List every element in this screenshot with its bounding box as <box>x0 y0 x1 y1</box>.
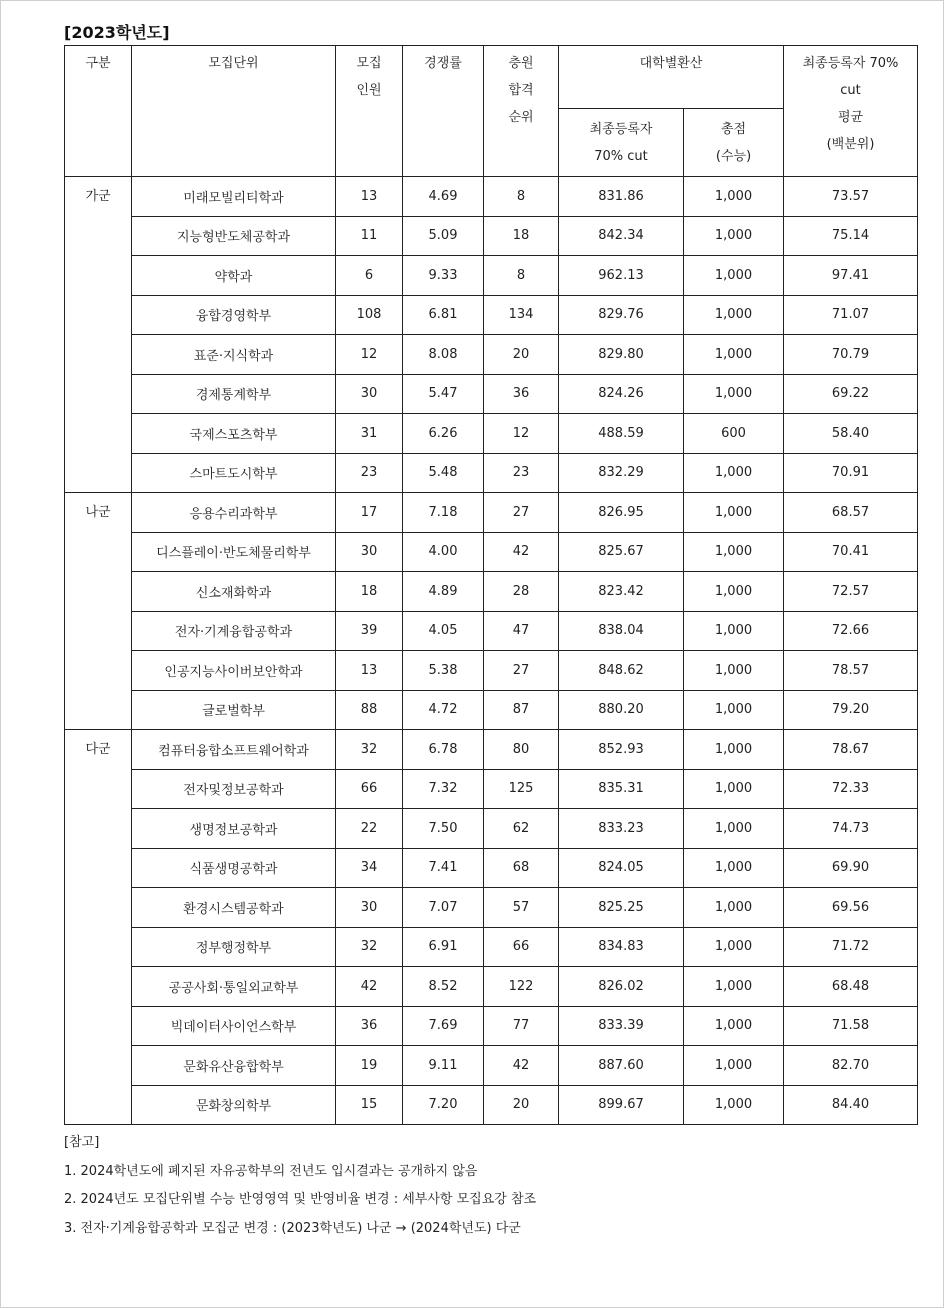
table-row <box>65 967 918 1007</box>
percentile-cell: 73.57 <box>784 177 918 217</box>
quota-cell: 31 <box>336 414 403 454</box>
total-cell: 1,000 <box>684 1046 784 1086</box>
quota-cell: 39 <box>336 611 403 651</box>
quota-cell: 66 <box>336 769 403 809</box>
percentile-cell: 70.79 <box>784 335 918 375</box>
total-cell: 1,000 <box>684 453 784 493</box>
ratio-cell: 4.00 <box>403 532 484 572</box>
quota-cell: 23 <box>336 453 403 493</box>
cut70-cell: 826.02 <box>559 967 684 1007</box>
cut70-cell: 833.23 <box>559 809 684 849</box>
cut70-cell: 832.29 <box>559 453 684 493</box>
cut70-cell: 824.05 <box>559 848 684 888</box>
total-cell: 1,000 <box>684 572 784 612</box>
table-row <box>65 177 918 217</box>
table-row <box>65 848 918 888</box>
cut70-cell: 824.26 <box>559 374 684 414</box>
quota-cell: 34 <box>336 848 403 888</box>
percentile-cell: 78.67 <box>784 730 918 770</box>
quota-cell: 11 <box>336 216 403 256</box>
percentile-cell: 71.72 <box>784 927 918 967</box>
rank-cell: 66 <box>484 927 559 967</box>
percentile-cell: 69.22 <box>784 374 918 414</box>
header-quota: 모집 인원 <box>336 46 403 177</box>
total-cell: 1,000 <box>684 809 784 849</box>
cut70-cell: 488.59 <box>559 414 684 454</box>
unit-cell: 국제스포츠학부 <box>132 414 336 454</box>
ratio-cell: 4.69 <box>403 177 484 217</box>
rank-cell: 8 <box>484 256 559 296</box>
unit-cell: 응용수리과학부 <box>132 493 336 533</box>
quota-cell: 30 <box>336 374 403 414</box>
unit-cell: 약학과 <box>132 256 336 296</box>
quota-cell: 13 <box>336 177 403 217</box>
ratio-cell: 9.33 <box>403 256 484 296</box>
percentile-cell: 70.91 <box>784 453 918 493</box>
ratio-cell: 7.18 <box>403 493 484 533</box>
ratio-cell: 7.20 <box>403 1085 484 1125</box>
quota-cell: 19 <box>336 1046 403 1086</box>
total-cell: 1,000 <box>684 769 784 809</box>
percentile-cell: 71.07 <box>784 295 918 335</box>
header-ratio: 경쟁률 <box>403 46 484 177</box>
rank-cell: 42 <box>484 532 559 572</box>
total-cell: 1,000 <box>684 335 784 375</box>
rank-cell: 134 <box>484 295 559 335</box>
percentile-cell: 58.40 <box>784 414 918 454</box>
percentile-cell: 79.20 <box>784 690 918 730</box>
unit-cell: 전자및정보공학과 <box>132 769 336 809</box>
rank-cell: 57 <box>484 888 559 928</box>
cut70-cell: 962.13 <box>559 256 684 296</box>
cut70-cell: 880.20 <box>559 690 684 730</box>
total-cell: 1,000 <box>684 927 784 967</box>
rank-cell: 122 <box>484 967 559 1007</box>
unit-cell: 전자·기계융합공학과 <box>132 611 336 651</box>
unit-cell: 빅데이터사이언스학부 <box>132 1006 336 1046</box>
percentile-cell: 70.41 <box>784 532 918 572</box>
unit-cell: 신소재화학과 <box>132 572 336 612</box>
unit-cell: 지능형반도체공학과 <box>132 216 336 256</box>
ratio-cell: 7.50 <box>403 809 484 849</box>
cut70-cell: 825.25 <box>559 888 684 928</box>
rank-cell: 23 <box>484 453 559 493</box>
notes <box>64 1129 536 1243</box>
percentile-cell: 68.57 <box>784 493 918 533</box>
quota-cell: 22 <box>336 809 403 849</box>
ratio-cell: 4.89 <box>403 572 484 612</box>
total-cell: 1,000 <box>684 848 784 888</box>
table-row <box>65 651 918 691</box>
ratio-cell: 8.08 <box>403 335 484 375</box>
rank-cell: 42 <box>484 1046 559 1086</box>
table-row <box>65 1085 918 1125</box>
table-row <box>65 374 918 414</box>
cut70-cell: 829.76 <box>559 295 684 335</box>
percentile-cell: 69.56 <box>784 888 918 928</box>
rank-cell: 47 <box>484 611 559 651</box>
ratio-cell: 6.81 <box>403 295 484 335</box>
unit-cell: 융합경영학부 <box>132 295 336 335</box>
admission-results-table <box>64 45 918 1125</box>
header-percentile: 최종등록자 70% cut 평균 (백분위) <box>784 46 918 177</box>
notes-heading: [참고] <box>64 1135 100 1150</box>
percentile-cell: 97.41 <box>784 256 918 296</box>
unit-cell: 식품생명공학과 <box>132 848 336 888</box>
unit-cell: 문화창의학부 <box>132 1085 336 1125</box>
group-cell: 다군 <box>65 730 132 1125</box>
unit-cell: 환경시스템공학과 <box>132 888 336 928</box>
table-row <box>65 1046 918 1086</box>
total-cell: 1,000 <box>684 374 784 414</box>
rank-cell: 68 <box>484 848 559 888</box>
unit-cell: 문화유산융합학부 <box>132 1046 336 1086</box>
total-cell: 1,000 <box>684 888 784 928</box>
percentile-cell: 74.73 <box>784 809 918 849</box>
percentile-cell: 72.66 <box>784 611 918 651</box>
ratio-cell: 5.48 <box>403 453 484 493</box>
cut70-cell: 826.95 <box>559 493 684 533</box>
rank-cell: 77 <box>484 1006 559 1046</box>
unit-cell: 미래모빌리티학과 <box>132 177 336 217</box>
total-cell: 1,000 <box>684 493 784 533</box>
percentile-cell: 82.70 <box>784 1046 918 1086</box>
page-title: [2023학년도] <box>64 23 170 42</box>
rank-cell: 125 <box>484 769 559 809</box>
rank-cell: 62 <box>484 809 559 849</box>
total-cell: 600 <box>684 414 784 454</box>
cut70-cell: 835.31 <box>559 769 684 809</box>
table-row <box>65 572 918 612</box>
ratio-cell: 5.38 <box>403 651 484 691</box>
ratio-cell: 5.47 <box>403 374 484 414</box>
ratio-cell: 7.41 <box>403 848 484 888</box>
total-cell: 1,000 <box>684 611 784 651</box>
table-row <box>65 730 918 770</box>
unit-cell: 스마트도시학부 <box>132 453 336 493</box>
table-row <box>65 611 918 651</box>
rank-cell: 87 <box>484 690 559 730</box>
rank-cell: 80 <box>484 730 559 770</box>
cut70-cell: 838.04 <box>559 611 684 651</box>
total-cell: 1,000 <box>684 1006 784 1046</box>
cut70-cell: 831.86 <box>559 177 684 217</box>
unit-cell: 인공지능사이버보안학과 <box>132 651 336 691</box>
ratio-cell: 5.09 <box>403 216 484 256</box>
header-group: 구분 <box>65 46 132 177</box>
cut70-cell: 842.34 <box>559 216 684 256</box>
quota-cell: 108 <box>336 295 403 335</box>
header-cut70: 최종등록자 70% cut <box>559 109 684 177</box>
note-item: 1. 2024학년도에 폐지된 자유공학부의 전년도 입시결과는 공개하지 않음 <box>64 1163 478 1179</box>
total-cell: 1,000 <box>684 256 784 296</box>
quota-cell: 36 <box>336 1006 403 1046</box>
header-conversion: 대학별환산 <box>559 46 784 109</box>
ratio-cell: 6.91 <box>403 927 484 967</box>
quota-cell: 12 <box>336 335 403 375</box>
cut70-cell: 825.67 <box>559 532 684 572</box>
total-cell: 1,000 <box>684 177 784 217</box>
total-cell: 1,000 <box>684 651 784 691</box>
ratio-cell: 8.52 <box>403 967 484 1007</box>
header-unit: 모집단위 <box>132 46 336 177</box>
ratio-cell: 4.05 <box>403 611 484 651</box>
unit-cell: 컴퓨터융합소프트웨어학과 <box>132 730 336 770</box>
header-total: 총점 (수능) <box>684 109 784 177</box>
cut70-cell: 829.80 <box>559 335 684 375</box>
rank-cell: 12 <box>484 414 559 454</box>
cut70-cell: 887.60 <box>559 1046 684 1086</box>
cut70-cell: 833.39 <box>559 1006 684 1046</box>
rank-cell: 20 <box>484 335 559 375</box>
unit-cell: 경제통계학부 <box>132 374 336 414</box>
ratio-cell: 6.78 <box>403 730 484 770</box>
unit-cell: 공공사회·통일외교학부 <box>132 967 336 1007</box>
ratio-cell: 9.11 <box>403 1046 484 1086</box>
quota-cell: 30 <box>336 532 403 572</box>
quota-cell: 17 <box>336 493 403 533</box>
table-row <box>65 809 918 849</box>
table-row <box>65 927 918 967</box>
total-cell: 1,000 <box>684 295 784 335</box>
table-row <box>65 256 918 296</box>
quota-cell: 42 <box>336 967 403 1007</box>
percentile-cell: 84.40 <box>784 1085 918 1125</box>
ratio-cell: 6.26 <box>403 414 484 454</box>
table-row <box>65 690 918 730</box>
group-cell: 가군 <box>65 177 132 493</box>
rank-cell: 27 <box>484 651 559 691</box>
quota-cell: 15 <box>336 1085 403 1125</box>
unit-cell: 글로벌학부 <box>132 690 336 730</box>
rank-cell: 18 <box>484 216 559 256</box>
table-row <box>65 216 918 256</box>
percentile-cell: 71.58 <box>784 1006 918 1046</box>
total-cell: 1,000 <box>684 690 784 730</box>
percentile-cell: 78.57 <box>784 651 918 691</box>
header-rank: 충원 합격 순위 <box>484 46 559 177</box>
total-cell: 1,000 <box>684 216 784 256</box>
rank-cell: 20 <box>484 1085 559 1125</box>
quota-cell: 32 <box>336 927 403 967</box>
table-row <box>65 295 918 335</box>
unit-cell: 디스플레이·반도체물리학부 <box>132 532 336 572</box>
unit-cell: 표준·지식학과 <box>132 335 336 375</box>
percentile-cell: 72.57 <box>784 572 918 612</box>
cut70-cell: 852.93 <box>559 730 684 770</box>
total-cell: 1,000 <box>684 532 784 572</box>
unit-cell: 생명정보공학과 <box>132 809 336 849</box>
quota-cell: 30 <box>336 888 403 928</box>
ratio-cell: 4.72 <box>403 690 484 730</box>
rank-cell: 27 <box>484 493 559 533</box>
unit-cell: 정부행정학부 <box>132 927 336 967</box>
ratio-cell: 7.69 <box>403 1006 484 1046</box>
percentile-cell: 69.90 <box>784 848 918 888</box>
table-row <box>65 1006 918 1046</box>
table-row <box>65 888 918 928</box>
table-row <box>65 493 918 533</box>
quota-cell: 32 <box>336 730 403 770</box>
cut70-cell: 834.83 <box>559 927 684 967</box>
cut70-cell: 899.67 <box>559 1085 684 1125</box>
table-row <box>65 453 918 493</box>
percentile-cell: 68.48 <box>784 967 918 1007</box>
note-item: 2. 2024년도 모집단위별 수능 반영영역 및 반영비율 변경 : 세부사항 모집요강 참조 <box>64 1192 537 1207</box>
table-row <box>65 335 918 375</box>
note-item: 3. 전자·기계융합공학과 모집군 변경 : (2023학년도) 나군 → (2024학년도) 다군 <box>64 1220 521 1236</box>
rank-cell: 8 <box>484 177 559 217</box>
cut70-cell: 823.42 <box>559 572 684 612</box>
percentile-cell: 72.33 <box>784 769 918 809</box>
group-cell: 나군 <box>65 493 132 730</box>
rank-cell: 28 <box>484 572 559 612</box>
quota-cell: 6 <box>336 256 403 296</box>
rank-cell: 36 <box>484 374 559 414</box>
quota-cell: 18 <box>336 572 403 612</box>
total-cell: 1,000 <box>684 1085 784 1125</box>
table-row <box>65 532 918 572</box>
table-row <box>65 414 918 454</box>
quota-cell: 88 <box>336 690 403 730</box>
quota-cell: 13 <box>336 651 403 691</box>
ratio-cell: 7.07 <box>403 888 484 928</box>
cut70-cell: 848.62 <box>559 651 684 691</box>
table-row <box>65 769 918 809</box>
total-cell: 1,000 <box>684 967 784 1007</box>
total-cell: 1,000 <box>684 730 784 770</box>
percentile-cell: 75.14 <box>784 216 918 256</box>
ratio-cell: 7.32 <box>403 769 484 809</box>
